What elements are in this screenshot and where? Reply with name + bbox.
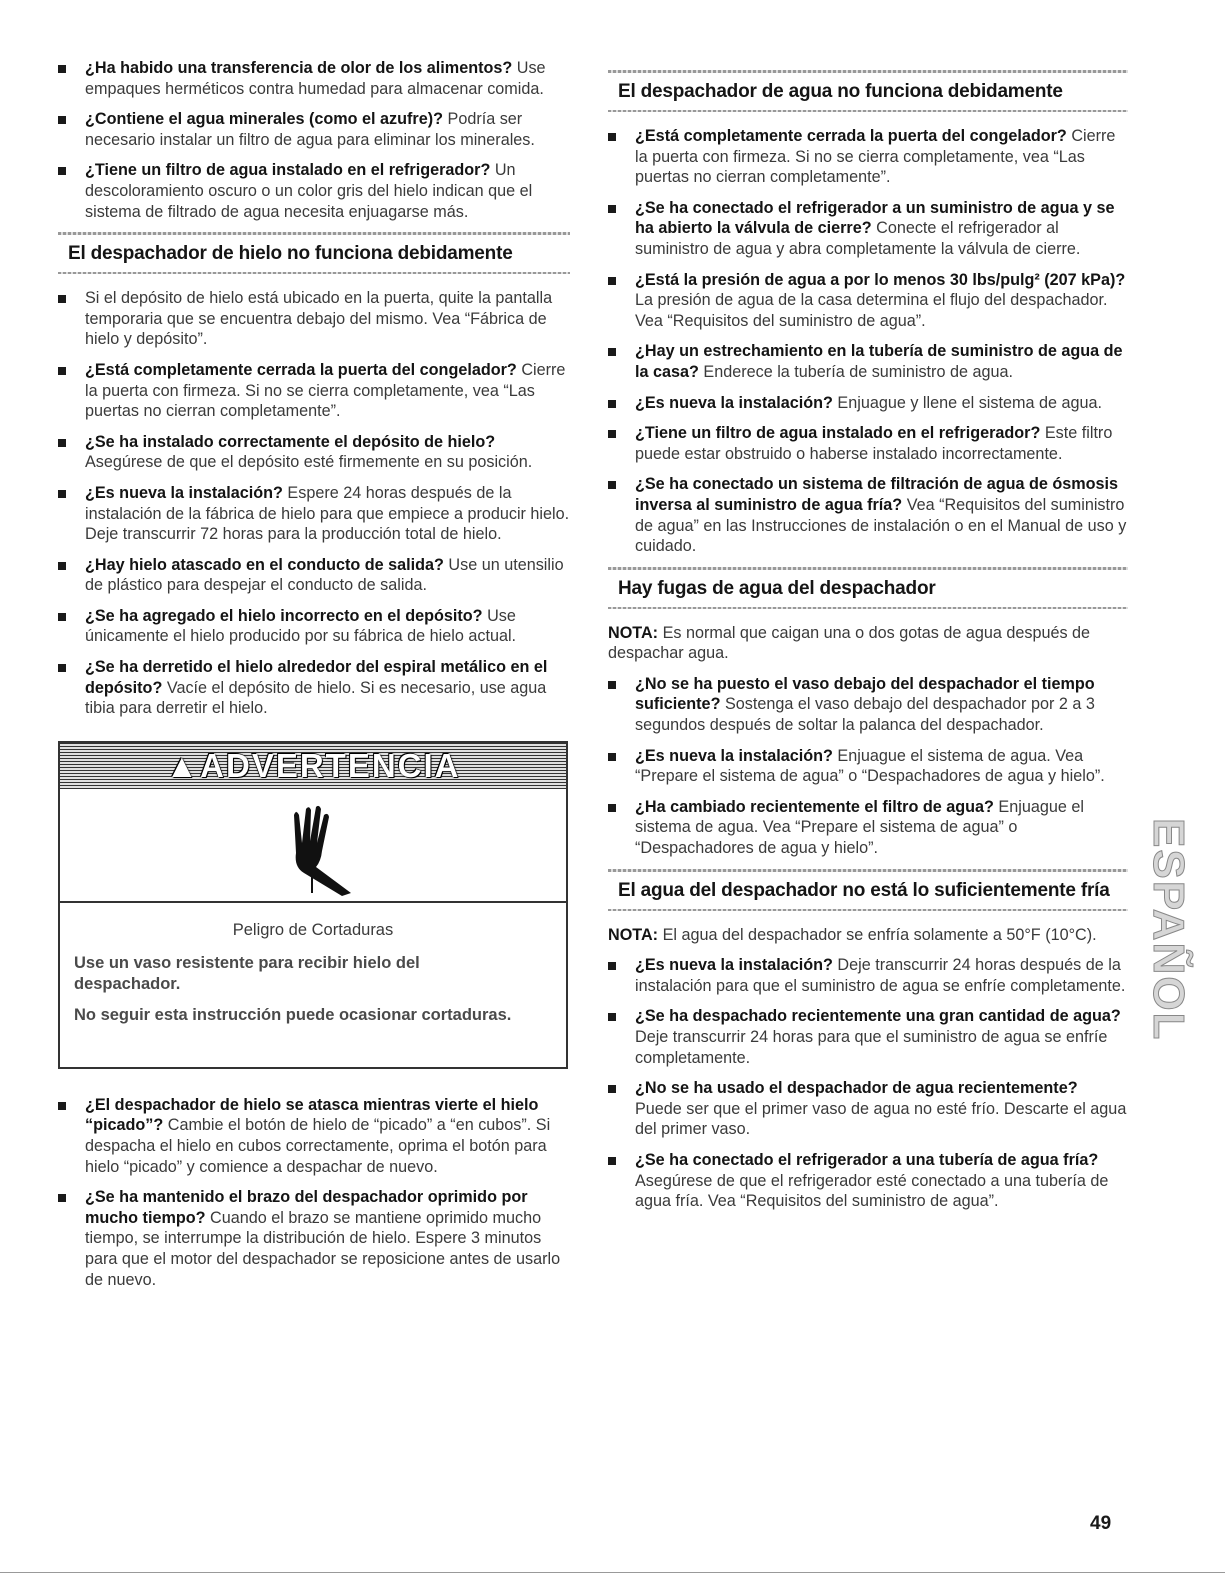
warning-consequence: No seguir esta instrucción puede ocasionar cortaduras.: [74, 1005, 512, 1024]
leak-list: [608, 674, 1128, 859]
list-item: ¿Se ha conectado un sistema de filtración de agua de ósmosis inversa al suministro de agua fría? Vea “Requisitos del suministro de agua” en las Instrucciones de instalación o en el Manual de uso y cuidado.: [608, 474, 1128, 556]
list-item: ¿Ha habido una transferencia de olor de los alimentos? Use empaques herméticos contra humedad para almacenar comida.: [58, 58, 570, 99]
list-item: ¿Tiene un filtro de agua instalado en el refrigerador? Este filtro puede estar obstruido o haberse instalado incorrectamente.: [608, 423, 1128, 464]
list-item: ¿Es nueva la instalación? Enjuague y llene el sistema de agua.: [608, 393, 1128, 414]
warning-banner: [60, 743, 566, 789]
list-item: ¿Es nueva la instalación? Deje transcurrir 24 horas después de la instalación para que el suministro de agua se enfríe completamente.: [608, 955, 1128, 996]
section-title: El agua del despachador no está lo suficientemente fría: [618, 879, 1110, 901]
list-item: ¿Contiene el agua minerales (como el azufre)? Podría ser necesario instalar un filtro de agua para eliminar los minerales.: [58, 109, 570, 150]
bullet-icon: [58, 65, 66, 73]
section-title: Hay fugas de agua del despachador: [618, 577, 936, 599]
bullet-icon: [58, 562, 66, 570]
section-heading-ice: [58, 232, 570, 274]
right-column: [608, 70, 1128, 1222]
bullet-icon: [58, 490, 66, 498]
intro-list: [58, 58, 570, 222]
list-item: ¿Se ha derretido el hielo alrededor del espiral metálico en el depósito? Vacíe el depósito de hielo. Si es necesario, use agua tibia para derretir el hielo.: [58, 657, 570, 719]
bullet-icon: [608, 277, 616, 285]
list-item: ¿Es nueva la instalación? Enjuague el sistema de agua. Vea “Prepare el sistema de agua” o “Despachadores de agua y hielo”.: [608, 746, 1128, 787]
bullet-icon: [608, 430, 616, 438]
section-title: El despachador de hielo no funciona debidamente: [68, 243, 513, 265]
bullet-icon: [608, 1085, 616, 1093]
bullet-icon: [608, 1157, 616, 1165]
bullet-icon: [58, 116, 66, 124]
list-item: ¿Está completamente cerrada la puerta del congelador? Cierre la puerta con firmeza. Si no se cierra completamente, vea “Las puertas no cierran completamente”.: [58, 360, 570, 422]
section-title: El despachador de agua no funciona debidamente: [618, 81, 1063, 102]
bullet-icon: [58, 613, 66, 621]
warning-box: [58, 741, 568, 1069]
bullet-icon: [58, 167, 66, 175]
list-item: ¿No se ha usado el despachador de agua recientemente? Puede ser que el primer vaso de agua no esté frío. Descarte el agua del primer vaso.: [608, 1078, 1128, 1140]
divider: [58, 272, 570, 274]
warning-icon-area: [60, 789, 566, 903]
language-side-tab: ESPAÑOL: [1144, 818, 1193, 1042]
bullet-icon: [608, 681, 616, 689]
bullet-icon: [608, 348, 616, 356]
divider: [58, 232, 570, 235]
bullet-icon: [58, 1102, 66, 1110]
bullet-icon: [58, 367, 66, 375]
cold-list: [608, 955, 1128, 1212]
bullet-icon: [608, 753, 616, 761]
cut-hazard-hand-icon: [276, 801, 356, 896]
left-column: [58, 58, 570, 1300]
ice-list: [58, 288, 570, 719]
bullet-icon: [58, 664, 66, 672]
cold-note: NOTA: El agua del despachador se enfría solamente a 50°F (10°C).: [608, 925, 1097, 944]
list-item: ¿Se ha conectado el refrigerador a una tubería de agua fría? Asegúrese de que el refrigerador esté conectado a una tubería de agua fría. Vea “Requisitos del suministro de agua”.: [608, 1150, 1128, 1212]
bullet-icon: [608, 804, 616, 812]
leak-note: NOTA: Es normal que caigan una o dos gotas de agua después de despachar agua.: [608, 623, 1091, 663]
list-item: ¿Se ha despachado recientemente una gran cantidad de agua? Deje transcurrir 24 horas para que el suministro de agua se enfríe completamente.: [608, 1006, 1128, 1068]
list-item: ¿No se ha puesto el vaso debajo del despachador el tiempo suficiente? Sostenga el vaso debajo del despachador por 2 a 3 segundos después de soltar la palanca del despachador.: [608, 674, 1128, 736]
warning-message: Use un vaso resistente para recibir hielo del despachador.: [74, 953, 420, 993]
bullet-icon: [608, 400, 616, 408]
warning-banner-title: ▲ADVERTENCIA: [165, 746, 461, 784]
bullet-icon: [58, 439, 66, 447]
list-item: ¿Hay un estrechamiento en la tubería de suministro de agua de la casa? Enderece la tubería de suministro de agua.: [608, 341, 1128, 382]
bullet-icon: [58, 1194, 66, 1202]
list-item: ¿Se ha instalado correctamente el depósito de hielo? Asegúrese de que el depósito esté firmemente en su posición.: [58, 432, 570, 473]
section-heading-cold: [608, 869, 1128, 911]
bullet-icon: [608, 133, 616, 141]
warning-title: Peligro de Cortaduras: [232, 920, 394, 939]
divider: [608, 110, 1128, 112]
list-item: ¿Es nueva la instalación? Espere 24 horas después de la instalación de la fábrica de hielo para que empiece a producir hielo. Deje transcurrir 72 horas para la producción total de hielo.: [58, 483, 570, 545]
list-item: ¿Se ha conectado el refrigerador a un suministro de agua y se ha abierto la válvula de cierre? Conecte el refrigerador al suministro de agua y abra completamente la válvula de cierre.: [608, 198, 1128, 260]
page-number: 49: [1090, 1513, 1112, 1534]
list-item: ¿Ha cambiado recientemente el filtro de agua? Enjuague el sistema de agua. Vea “Prepare el sistema de agua” o “Despachadores de agua y hielo”.: [608, 797, 1128, 859]
list-item: ¿Tiene un filtro de agua instalado en el refrigerador? Un descoloramiento oscuro o un color gris del hielo indican que el sistema de filtrado de agua necesita enjuagarse más.: [58, 160, 570, 222]
water-list: [608, 126, 1128, 557]
page-bottom-rule: [0, 1572, 1225, 1573]
divider: [608, 607, 1128, 609]
list-item: ¿Hay hielo atascado en el conducto de salida? Use un utensilio de plástico para despejar el conducto de salida.: [58, 555, 570, 596]
bullet-icon: [608, 481, 616, 489]
list-item: ¿Se ha mantenido el brazo del despachador oprimido por mucho tiempo? Cuando el brazo se mantiene oprimido mucho tiempo, se interrumpe la distribución de hielo. Espere 3 minutos para que el motor del despachador se reposicione antes de usarlo de nuevo.: [58, 1187, 570, 1290]
divider: [608, 869, 1128, 872]
list-item: ¿Está la presión de agua a por lo menos 30 lbs/pulg² (207 kPa)? La presión de agua de la casa determina el flujo del despachador. Vea “Requisitos del suministro de agua”.: [608, 270, 1128, 332]
section-heading-leak: [608, 567, 1128, 609]
list-item: Si el depósito de hielo está ubicado en la puerta, quite la pantalla temporaria que se encuentra debajo del mismo. Vea “Fábrica de hielo y depósito”.: [58, 288, 570, 350]
bullet-icon: [608, 1013, 616, 1021]
list-item: ¿Está completamente cerrada la puerta del congelador? Cierre la puerta con firmeza. Si no se cierra completamente, vea “Las puertas no cierran completamente”.: [608, 126, 1128, 188]
bullet-icon: [58, 295, 66, 303]
section-heading-water: [608, 70, 1128, 112]
list-item: ¿El despachador de hielo se atasca mientras vierte el hielo “picado”? Cambie el botón de hielo de “picado” a “en cubos”. Si despacha el hielo en cubos correctamente, oprima el botón para hielo “picado” y comience a despachar de nuevo.: [58, 1095, 570, 1177]
divider: [608, 909, 1128, 911]
divider: [608, 567, 1128, 570]
divider: [608, 70, 1128, 73]
bullet-icon: [608, 962, 616, 970]
bullet-icon: [608, 205, 616, 213]
warning-triangle-icon: ▲: [165, 746, 201, 784]
after-warning-list: [58, 1095, 570, 1290]
list-item: ¿Se ha agregado el hielo incorrecto en el depósito? Use únicamente el hielo producido por su fábrica de hielo actual.: [58, 606, 570, 647]
